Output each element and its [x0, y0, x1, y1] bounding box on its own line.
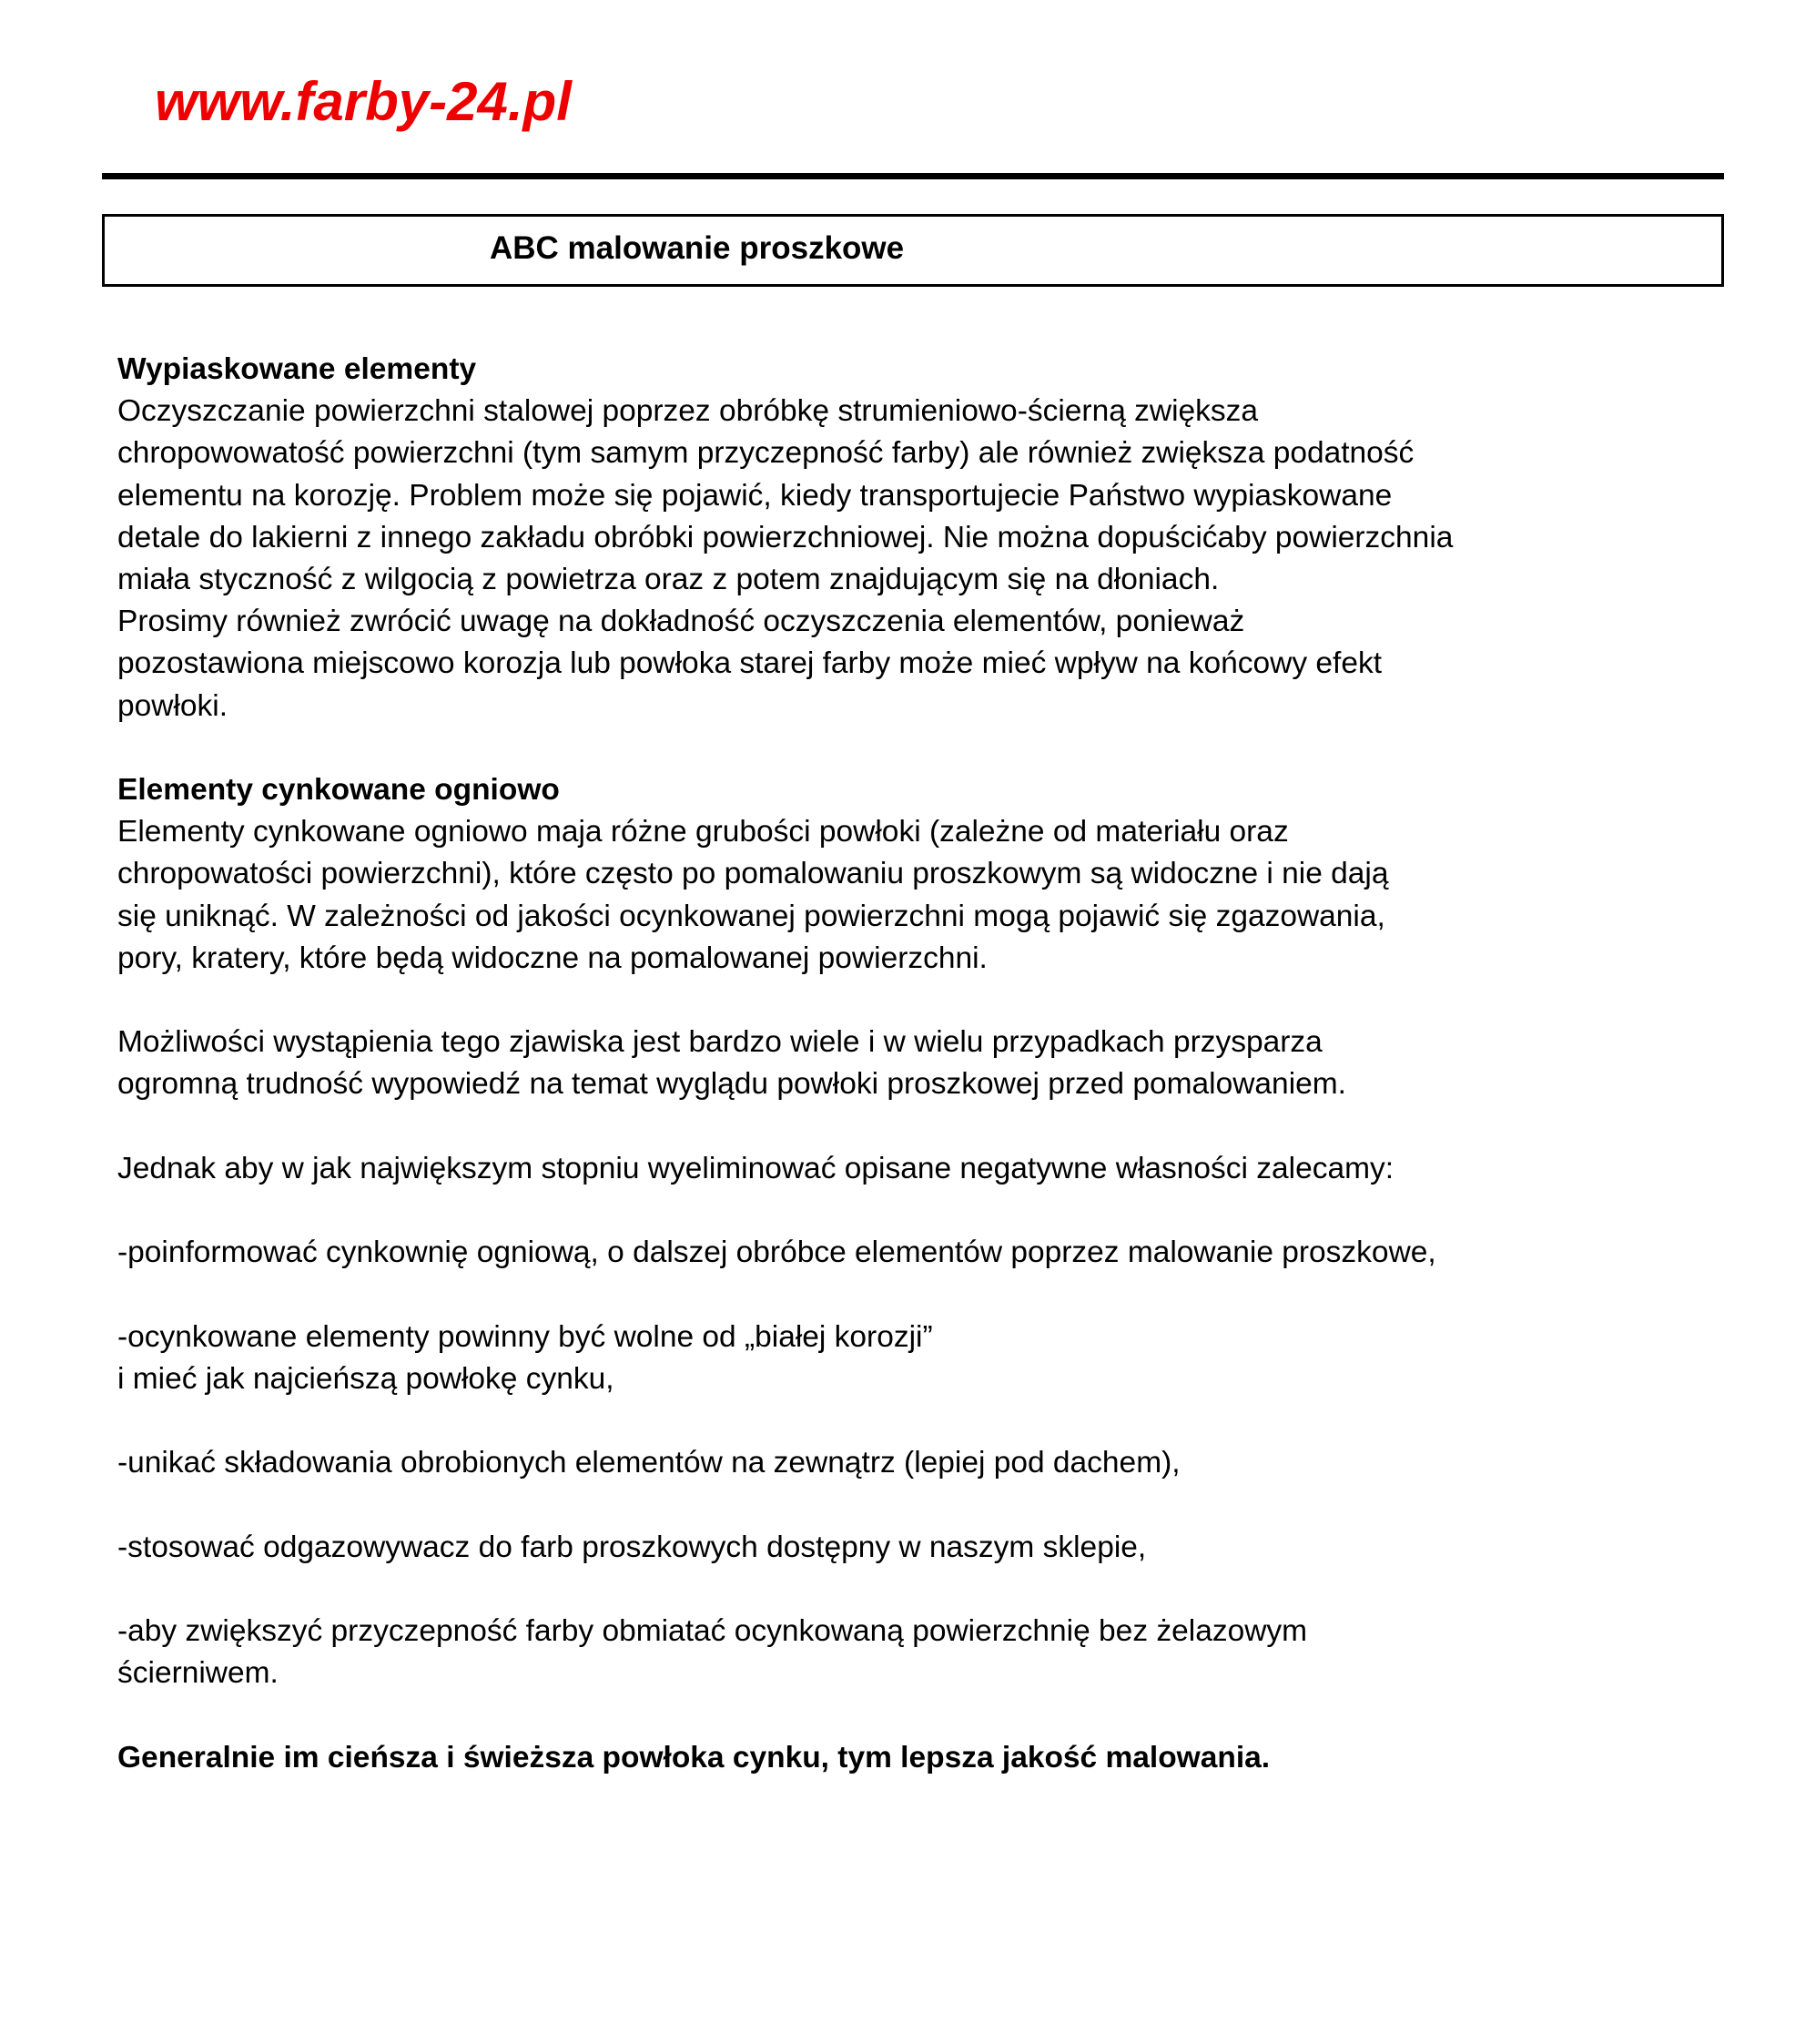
recommendation-item: -poinformować cynkownię ogniową, o dalszej obróbce elementów poprzez malowanie proszkowe,: [117, 1236, 1436, 1270]
title-box: [102, 214, 1724, 287]
text-line: ogromną trudność wypowiedź na temat wyglądu powłoki proszkowej przed pomalowaniem.: [117, 1067, 1346, 1102]
text-line: miała styczność z wilgocią z powietrza oraz z potem znajdującym się na dłoniach.: [117, 563, 1220, 597]
section-heading-sandblasted: Wypiaskowane elementy: [117, 352, 477, 386]
text-line: chropowowatość powierzchni (tym samym przyczepność farby) ale również zwiększa podatność: [117, 436, 1415, 471]
recommendation-item: -aby zwiększyć przyczepność farby obmiatać ocynkowaną powierzchnię bez żelazowym: [117, 1613, 1308, 1648]
spacer: [117, 1484, 1738, 1526]
spacer: [117, 1190, 1738, 1232]
spacer: [117, 1106, 1738, 1148]
recommendation-item-continuation: ścierniwem.: [117, 1656, 279, 1691]
recommendation-item-continuation: i mieć jak najcieńszą powłokę cynku,: [117, 1361, 614, 1396]
text-line: powłoki.: [117, 688, 228, 723]
spacer: [117, 1569, 1738, 1611]
text-line: pory, kratery, które będą widoczne na pomalowanej powierzchni.: [117, 941, 988, 975]
recommendation-item: -stosować odgazowywacz do farb proszkowych dostępny w naszym sklepie,: [117, 1530, 1147, 1564]
site-logo-url: www.farby-24.pl: [155, 71, 572, 132]
text-line: detale do lakierni z innego zakładu obróbki powierzchniowej. Nie można dopuścićaby powierzchnia: [117, 520, 1454, 554]
text-line: Prosimy również zwrócić uwagę na dokładność oczyszczenia elementów, ponieważ: [117, 605, 1245, 639]
recommendation-item: -ocynkowane elementy powinny być wolne od „białej korozji”: [117, 1319, 933, 1354]
spacer: [117, 1274, 1738, 1316]
recommendations-intro: Jednak aby w jak największym stopniu wyeliminować opisane negatywne własności zalecamy:: [117, 1151, 1394, 1185]
section-heading-galvanized: Elementy cynkowane ogniowo: [117, 773, 560, 808]
text-line: Możliwości wystąpienia tego zjawiska jest bardzo wiele i w wielu przypadkach przysparza: [117, 1025, 1323, 1060]
spacer: [117, 1400, 1738, 1442]
spacer: [117, 1694, 1738, 1736]
recommendation-item: -unikać składowania obrobionych elementów na zewnątrz (lepiej pod dachem),: [117, 1446, 1181, 1480]
spacer: [117, 727, 1738, 769]
text-line: Elementy cynkowane ogniowo maja różne grubości powłoki (zależne od materiału oraz: [117, 815, 1289, 849]
document-body: [117, 349, 1738, 1779]
text-line: się uniknąć. W zależności od jakości ocynkowanej powierzchni mogą pojawić się zgazowania,: [117, 899, 1385, 933]
text-line: elementu na korozję. Problem może się pojawić, kiedy transportujecie Państwo wypiaskowane: [117, 478, 1393, 513]
text-line: chropowatości powierzchni), które często po pomalowaniu proszkowym są widoczne i nie dają: [117, 857, 1389, 891]
text-line: Oczyszczanie powierzchni stalowej poprzez obróbkę strumieniowo-ścierną zwiększa: [117, 394, 1259, 429]
spacer: [117, 980, 1738, 1022]
header-divider: [102, 173, 1724, 179]
conclusion: Generalnie im cieńsza i świeższa powłoka cynku, tym lepsza jakość malowania.: [117, 1740, 1271, 1775]
text-line: pozostawiona miejscowo korozja lub powłoka starej farby może mieć wpływ na końcowy efekt: [117, 646, 1383, 681]
document-title: ABC malowanie proszkowe: [490, 230, 905, 266]
